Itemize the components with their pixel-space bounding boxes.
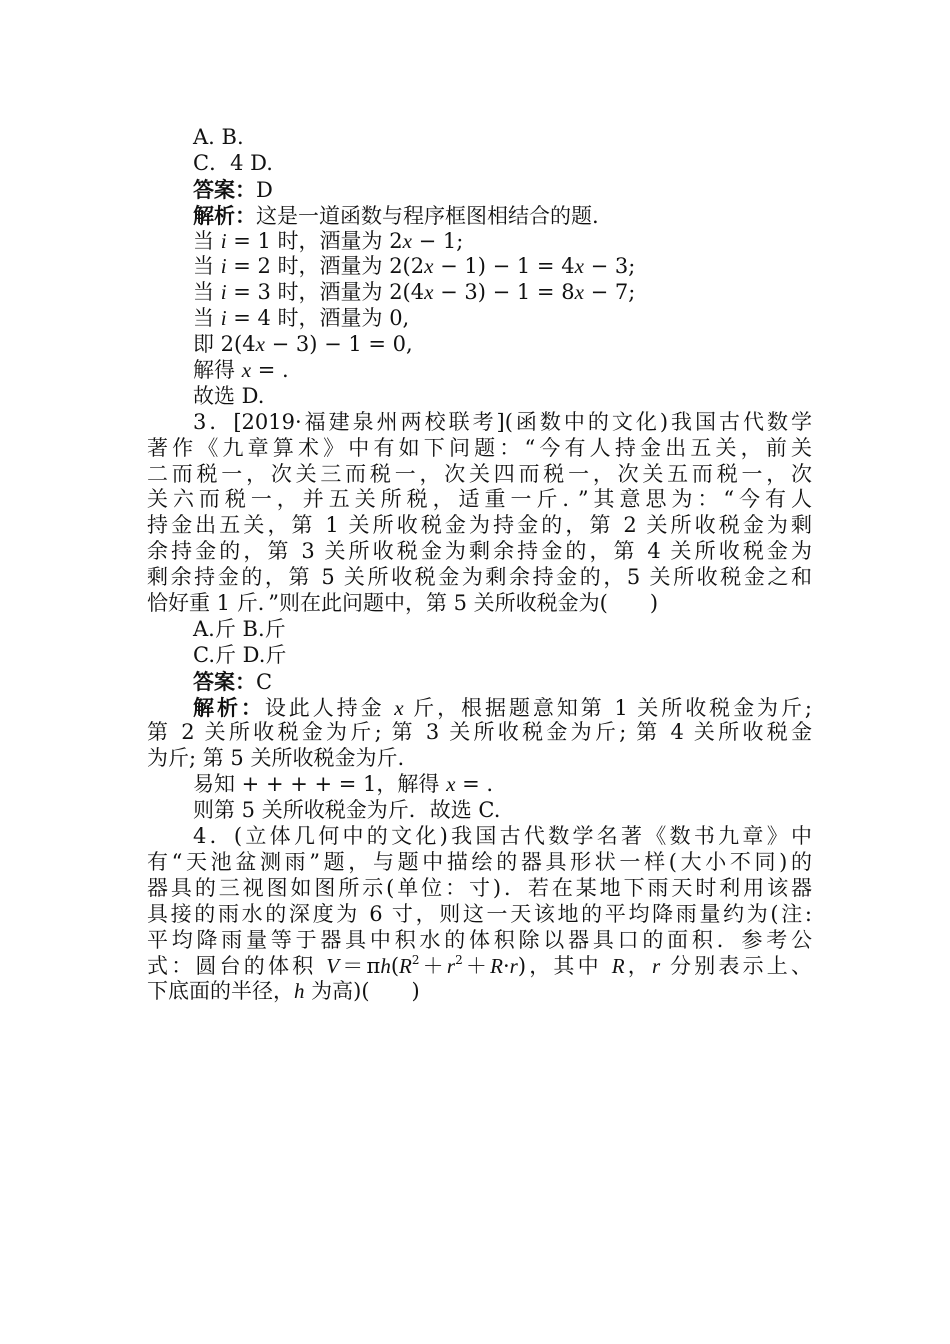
text-line: 著作《九章算术》中有如下问题：“今有人持金出五关，前关 xyxy=(147,435,812,460)
text-line: 下底面的半径，h 为高)( ) xyxy=(147,979,420,1004)
text-line: 4．(立体几何中的文化)我国古代数学名著《数书九章》中 xyxy=(193,824,812,849)
text-line: 解析：这是一道函数与程序框图相结合的题. xyxy=(193,202,599,228)
text-line: 二而税一，次关三而税一，次关四而税一，次关五而税一，次 xyxy=(147,461,812,486)
text-line: 答案：C xyxy=(193,668,273,694)
text-line: 当 i = 3 时，酒量为 2(4x − 3) − 1 = 8x − 7; xyxy=(193,280,636,305)
text-line: 剩余持金的，第 5 关所收税金为剩余持金的，5 关所收税金之和 xyxy=(147,565,812,590)
text-line: 答案：D xyxy=(193,176,273,202)
text-line: 3．[2019·福建泉州两校联考](函数中的文化)我国古代数学 xyxy=(193,409,812,434)
text-line: A. B. xyxy=(193,125,244,149)
text-line: 式：圆台的体积 $V=\pi h(R^2+r^2+R\cdot r)$，其中 R，r 分别表示上、 xyxy=(147,952,812,978)
text-line: 则第 5 关所收税金为斤．故选 C. xyxy=(193,798,501,823)
text-line: 当 i = 1 时，酒量为 2x − 1; xyxy=(193,228,464,253)
text-line: 解析：设此人持金 x 斤，根据题意知第 1 关所收税金为斤; xyxy=(193,694,813,720)
text-line: 有“天池盆测雨”题，与题中描绘的器具形状一样(大小不同)的 xyxy=(147,849,812,874)
text-line: 故选 D. xyxy=(193,383,265,408)
text-line: 为斤; 第 5 关所收税金为斤. xyxy=(147,746,405,771)
text-line: 持金出五关，第 1 关所收税金为持金的，第 2 关所收税金为剩 xyxy=(147,513,812,538)
document-body xyxy=(147,125,812,1005)
text-line: 第 2 关所收税金为斤; 第 3 关所收税金为斤; 第 4 关所收税金 xyxy=(147,720,812,745)
text-line: C.斤 D.斤 xyxy=(193,642,287,667)
text-line: A.斤 B.斤 xyxy=(193,616,286,641)
text-line: 当 i = 2 时，酒量为 2(2x − 1) − 1 = 4x − 3; xyxy=(193,254,636,279)
text-line: C．4 D. xyxy=(193,150,273,175)
text-line: 关六而税一，并五关所税，适重一斤．”其意思为：“今有人 xyxy=(147,487,812,512)
text-line: 器具的三视图如图所示(单位：寸)．若在某地下雨天时利用该器 xyxy=(147,875,812,900)
text-line: 余持金的，第 3 关所收税金为剩余持金的，第 4 关所收税金为 xyxy=(147,539,812,564)
text-line: 具接的雨水的深度为 6 寸，则这一天该地的平均降雨量约为(注: xyxy=(147,901,812,926)
text-line: 当 i = 4 时，酒量为 0, xyxy=(193,306,410,331)
text-line: 解得 x = . xyxy=(193,358,289,383)
text-line: 易知 + + + + = 1，解得 x = . xyxy=(193,772,494,797)
text-line: 即 2(4x − 3) − 1 = 0, xyxy=(193,332,413,357)
text-line: 平均降雨量等于器具中积水的体积除以器具口的面积．参考公 xyxy=(147,927,812,952)
text-line: 恰好重 1 斤．”则在此问题中，第 5 关所收税金为( ) xyxy=(147,591,659,616)
